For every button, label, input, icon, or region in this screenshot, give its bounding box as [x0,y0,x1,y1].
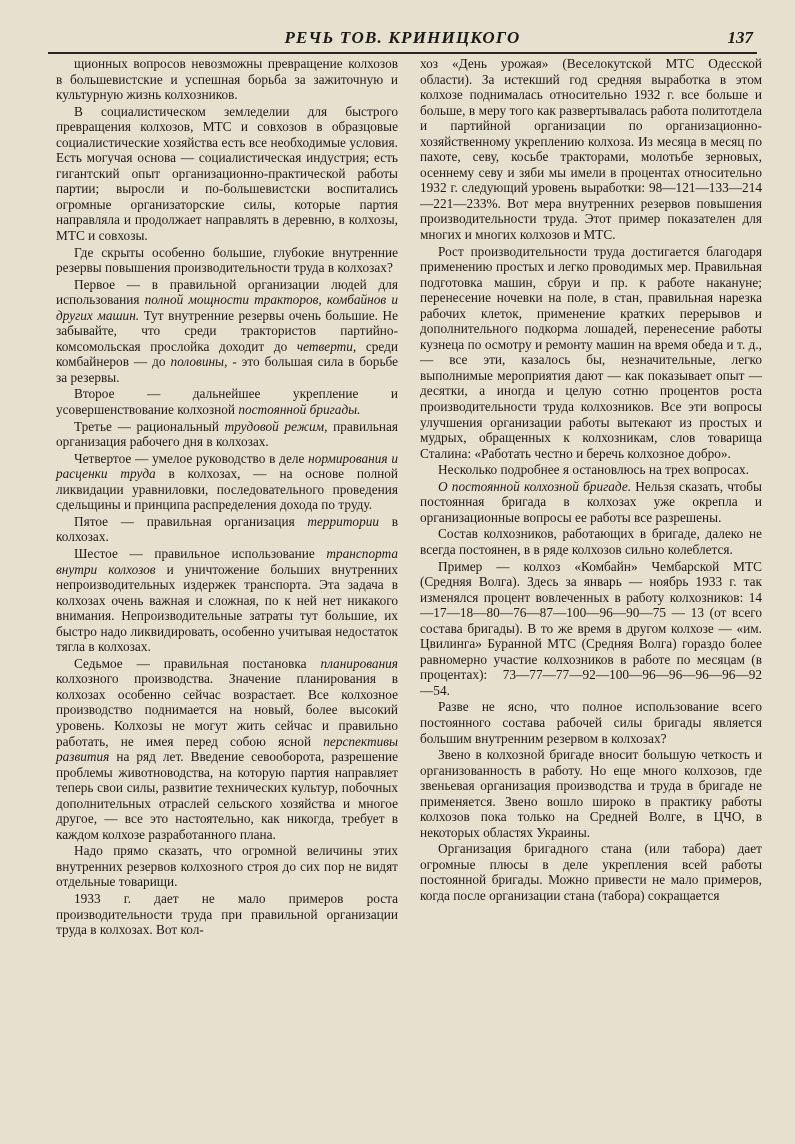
text-run: - это большая сила в борьбе за резервы. [56,354,399,385]
text-run: в колхозах. [56,513,398,545]
text-run: Нельзя сказать, чтобы постоянная бригада в колхозах уже окрепла и организационные вопросы ее работы все разрешены. [420,478,762,525]
running-title: РЕЧЬ ТОВ. КРИНИЦКОГО [284,28,521,47]
emphasized-text: трудовой режим, [224,418,328,434]
paragraph [56,419,398,450]
text-run: среди комбайнеров — до [56,338,399,370]
paragraph [420,526,762,557]
text-columns [52,56,764,1136]
paragraph [56,277,398,386]
text-run: Пятое — правильная организация [74,513,308,529]
text-run: Второе — дальнейшее укрепление и усовершенствование колхозной [56,386,398,418]
text-run: Рост производительности труда достигается благодаря применению простых и легко проводимых мер. Правильная подготовка машин, сбруи и пр. к работе накануне; перенесение ночевки на поле, в стан, правильная нарезка рабочих клеток, применение кратких перерывов и дополнительного подкорма лошадей, перенесение работы кузнеца по осмотру и ремонту машин на время обеда и т. д., — все эти, казалось бы, незначительные, легко выполнимые мероприятия дают — как показывает опыт — десятки, а иногда и целую сотню процентов роста производительности труда колхозников. Все эти вопросы улучшения организации работы вытекают из простых и мудрых, обращенных к колхозникам, слов товарища Сталина: «Работать честно и беречь колхозное добро». [420,243,762,461]
paragraph [56,451,398,513]
paragraph [56,891,398,938]
running-header [48,26,757,54]
left-column [56,56,398,1136]
paragraph [56,56,398,103]
emphasized-text: половины, [170,354,228,370]
emphasized-text: территории [307,513,380,529]
page-number: 137 [727,28,753,47]
paragraph [56,245,398,276]
text-run: в колхозах, — на основе полной ликвидации уравниловки, последовательного проведения сдельщины и принципа распределения дохода по труду. [56,466,398,513]
text-run: хоз «День урожая» (Веселокутской МТС Одесской области). За истекший год средняя выработка в этом колхозе поднималась относительно 1932 г. все больше и больше, в меру того как развертывалась работа политотдела и партийной организации по организационно-хозяйственному укреплению колхоза. Из месяца в месяц по пахоте, севу, косьбе тракторами, молотьбе зерновых, осеннему севу и зяби мы имели в процентах относительно 1932 г. следующий уровень выработки: 98—121—133—214—221—233%. Вот мера внутренних резервов повышения производительности труда. Этот пример показателен для многих и многих колхозов и МТС. [420,56,762,243]
text-run: Звено в колхозной бригаде вносит большую четкость и организованность в работу. Но еще много колхозов, где звеньевая организация производства и труда в бригаде не применяется. Звено вошло широко в практику работы колхозов пока только на Средней Волге, в ЦЧО, в некоторых областях Украины. [420,747,762,840]
text-run: щионных вопросов невозможны превращение колхозов в большевистские и успешная борьба за зажиточную и культурную жизнь колхозников. [56,56,398,103]
text-run: и уничтожение больших внутренних непроизводительных издержек транспорта. Эта задача в колхозах очень важная и сложная, по к ней нет никакого внимания. Непроизводительные затраты тут большие, их быстро надо ликвидировать, особенно учитывая недостаток тягла в колхозах. [56,561,398,655]
paragraph [420,479,762,526]
text-run: Состав колхозников, работающих в бригаде, далеко не всегда постоянен, в в ряде колхозов сильно колеблется. [420,526,762,557]
text-run: Первое — в правильной организации людей для использования [56,276,398,308]
emphasized-text: постоянной бригады. [238,402,361,418]
text-run: на ряд лет. Введение севооборота, разрешение проблемы животноводства, на которую партия направляет теперь свои силы, развитие технических культур, побочных дополнительных отраслей сельского хозяйства и многое другое, — все это настоятельно, как никогда, требует в каждом колхозе разработанного плана. [56,749,398,842]
paragraph [56,843,398,890]
emphasized-text: перспективы развития [56,733,398,765]
text-run: Третье — рациональный [74,418,225,434]
text-run: Шестое — правильное использование [74,545,327,561]
text-run: Четвертое — умелое руководство в деле [74,450,309,466]
paragraph [420,56,762,243]
paragraph [56,546,398,655]
paragraph [420,559,762,699]
paragraph [56,514,398,545]
text-run: Тут внутренние резервы очень большие. Не забывайте, что среди трактористов партийно-комсомольская прослойка доходит до [56,307,398,354]
text-run: Седьмое — правильная постановка [74,655,321,671]
paragraph [420,747,762,840]
emphasized-text: О постоянной колхозной бригаде. [438,478,632,494]
right-column [420,56,762,1136]
text-run: Пример — колхоз «Комбайн» Чембарской МТС (Средняя Волга). Здесь за январь — ноябрь 1933 г. так изменялся процент вовлеченных в работу колхозников: 14—17—18—80—76—87—100—96—90—75 — 13 (от всего состава бригады). В то же время в другом колхозе — «им. Цвилинга» Буранной МТС (Средняя Волга) гораздо более равномерно участие колхозников в работе по месяцам (в процентах): 73—77—77—92—100—96—96—96—96—92—54. [420,558,762,698]
emphasized-text: нормирования и расценки труда [56,450,398,482]
text-run: Несколько подробнее я остановлюсь на трех вопросах. [438,462,750,478]
text-run: 1933 г. дает не мало примеров роста производительности труда при правильной организации труда в колхозах. Вот кол- [56,890,398,938]
text-run: Надо прямо сказать, что огромной величины этих внутренних резервов колхозного строя до сих пор не видят отдельные товарищи. [56,843,398,890]
paragraph [420,699,762,746]
paragraph [56,656,398,843]
paragraph [420,244,762,462]
emphasized-text: транспорта внутри колхозов [56,545,398,577]
emphasized-text: планирования [320,655,398,671]
paragraph [56,104,398,244]
emphasized-text: полной мощности тракторов, комбайнов и других машин. [56,292,398,323]
text-run: Разве не ясно, что полное использование всего постоянного состава рабочей силы бригады является большим внутренним резервом в колхозах? [420,699,762,746]
paragraph [56,386,398,417]
text-run: колхозного производства. Значение планирования в колхозах особенно сейчас возрастает. Все колхозное производство поднимается на новый, более высокий уровень. Колхозы не могут жить сейчас и правильно работать, не имея перед собою ясной [56,671,398,749]
emphasized-text: четверти, [296,338,357,354]
paragraph [420,841,762,903]
text-run: Где скрыты особенно большие, глубокие внутренние резервы повышения производительности труда в колхозах? [56,244,398,276]
paragraph [420,462,762,478]
text-run: правильная организация рабочего дня в колхозах. [56,418,398,450]
text-run: В социалистическом земледелии для быстрого превращения колхозов, МТС и совхозов в образцовые социалистические хозяйства есть все необходимые условия. Есть могучая основа — социалистическая индустрия; есть гигантский опыт организационно-практической работы партии; выросли и по-большевистски воспитались огромные организаторские силы, которые партия направляла и продолжает направлять в деревню, в колхозы, МТС и совхозы. [56,103,398,244]
text-run: Организация бригадного стана (или табора) дает огромные плюсы в деле укрепления всей работы постоянной бригады. Можно привести не мало примеров, когда после организации стана (табора) сокращается [420,841,762,903]
